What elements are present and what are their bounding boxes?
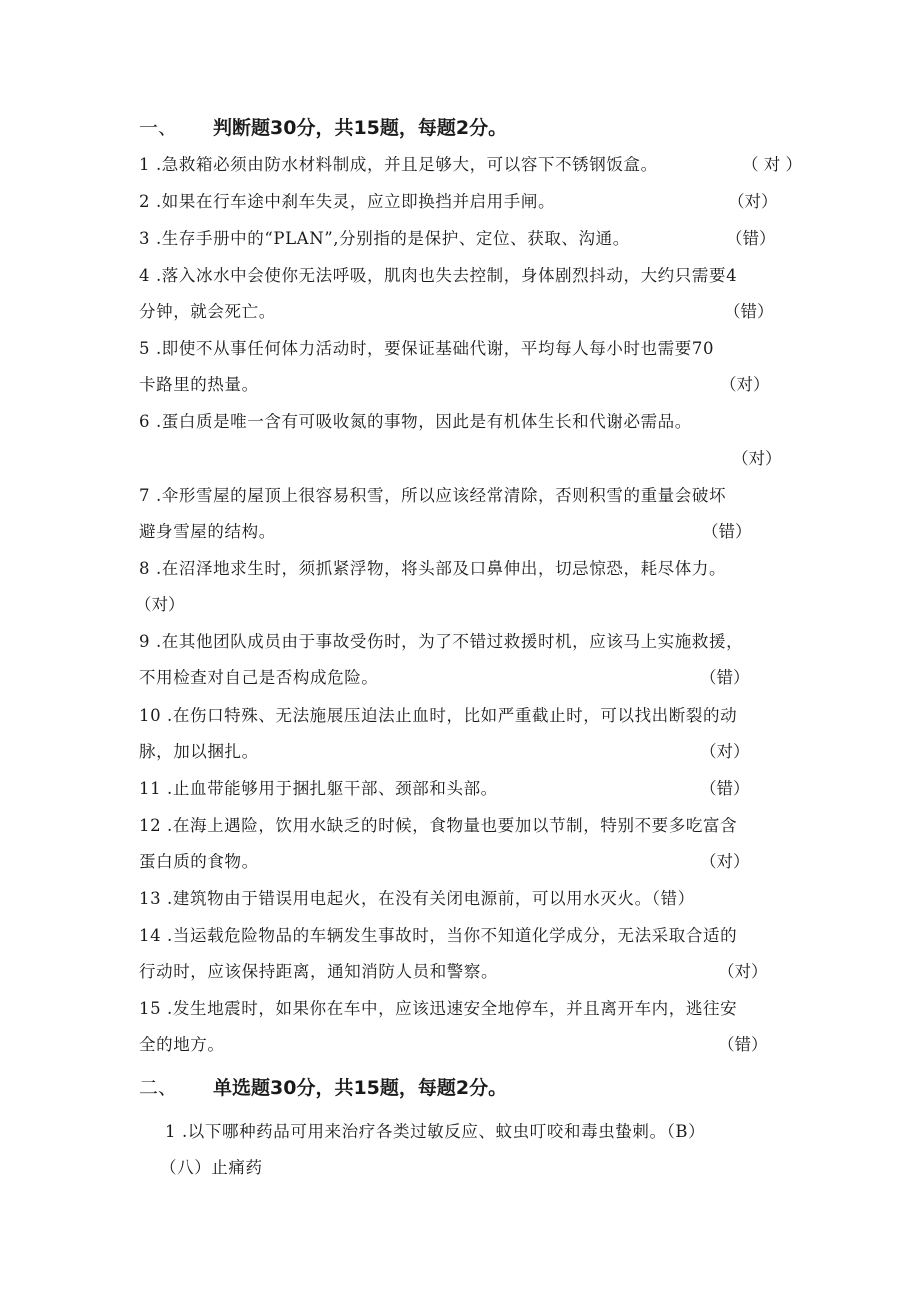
tf-q8-text: 8 .在沼泽地求生时，须抓紧浮物，将头部及口鼻伸出，切忌惊恐，耗尽体力。: [139, 559, 727, 578]
tf-q1-answer: （ 对 ）: [742, 155, 802, 174]
section-1-title: 判断题30分，共15题，每题2分。: [213, 117, 508, 139]
mc-q1-option: （八）止痛药: [160, 1158, 263, 1177]
tf-q9-text-cont: 不用检查对自己是否构成危险。: [139, 668, 379, 687]
tf-q2-text: 2 .如果在行车途中刹车失灵，应立即换挡并启用手闸。: [139, 192, 556, 211]
tf-q13-text: 13 .建筑物由于错误用电起火，在没有关闭电源前，可以用水灭火。（错）: [139, 889, 695, 908]
tf-q15-text: 15 .发生地震时，如果你在车中，应该迅速安全地停车，并且离开车内，逃往安: [139, 999, 738, 1018]
tf-q5-text: 5 .即使不从事任何体力活动时，要保证基础代谢，平均每人每小时也需要70: [139, 339, 715, 358]
section-1-heading: [139, 116, 507, 140]
tf-q15-text-cont: 全的地方。: [139, 1035, 225, 1054]
section-2-number: 二、: [139, 1077, 178, 1099]
tf-q6-answer: （对）: [732, 449, 782, 468]
tf-q2-answer: （对）: [728, 192, 778, 211]
section-1-number: 一、: [139, 117, 178, 139]
tf-q10-text: 10 .在伤口特殊、无法施展压迫法止血时，比如严重截止时，可以找出断裂的动: [139, 706, 738, 725]
tf-q14-text-cont: 行动时，应该保持距离，通知消防人员和警察。: [139, 962, 499, 981]
tf-q9-answer: （错）: [700, 668, 750, 687]
tf-q11-answer: （错）: [700, 779, 750, 798]
tf-q5-answer: （对）: [720, 375, 770, 394]
tf-q14-answer: （对）: [718, 962, 768, 981]
tf-q12-text: 12 .在海上遇险，饮用水缺乏的时候，食物量也要加以节制，特别不要多吃富含: [139, 816, 738, 835]
mc-q1-text: 1 .以下哪种药品可用来治疗各类过敏反应、蚊虫叮咬和毒虫蛰刺。（B）: [165, 1122, 706, 1141]
tf-q4-text-cont: 分钟，就会死亡。: [139, 302, 276, 321]
tf-q4-text: 4 .落入冰水中会使你无法呼吸，肌肉也失去控制，身体剧烈抖动，大约只需要4: [139, 266, 738, 285]
tf-q8-answer: （对）: [135, 595, 185, 614]
tf-q5-text-cont: 卡路里的热量。: [139, 375, 259, 394]
tf-q1-text: 1 .急救箱必须由防水材料制成，并且足够大，可以容下不锈钢饭盒。: [139, 155, 658, 174]
section-2-heading: [139, 1076, 507, 1100]
tf-q15-answer: （错）: [718, 1035, 768, 1054]
tf-q11-text: 11 .止血带能够用于捆扎躯干部、颈部和头部。: [139, 779, 498, 798]
tf-q3-answer: （错）: [726, 229, 776, 248]
section-2-title: 单选题30分，共15题，每题2分。: [213, 1077, 508, 1099]
tf-q6-text: 6 .蛋白质是唯一含有可吸收氮的事物，因此是有机体生长和代谢必需品。: [139, 412, 692, 431]
tf-q7-text-cont: 避身雪屋的结构。: [139, 522, 276, 541]
tf-q3-text: 3 .生存手册中的“PLAN”,分别指的是保护、定位、获取、沟通。: [139, 229, 630, 248]
tf-q14-text: 14 .当运载危险物品的车辆发生事故时，当你不知道化学成分，无法采取合适的: [139, 926, 738, 945]
tf-q10-answer: （对）: [700, 742, 750, 761]
tf-q7-answer: （错）: [702, 522, 752, 541]
tf-q12-answer: （对）: [700, 852, 750, 871]
tf-q12-text-cont: 蛋白质的食物。: [139, 852, 259, 871]
tf-q7-text: 7 .伞形雪屋的屋顶上很容易积雪，所以应该经常清除，否则积雪的重量会破坏: [139, 486, 727, 505]
tf-q4-answer: （错）: [724, 302, 774, 321]
tf-q10-text-cont: 脉，加以捆扎。: [139, 742, 259, 761]
tf-q9-text: 9 .在其他团队成员由于事故受伤时，为了不错过救援时机，应该马上实施救援，: [139, 632, 744, 651]
